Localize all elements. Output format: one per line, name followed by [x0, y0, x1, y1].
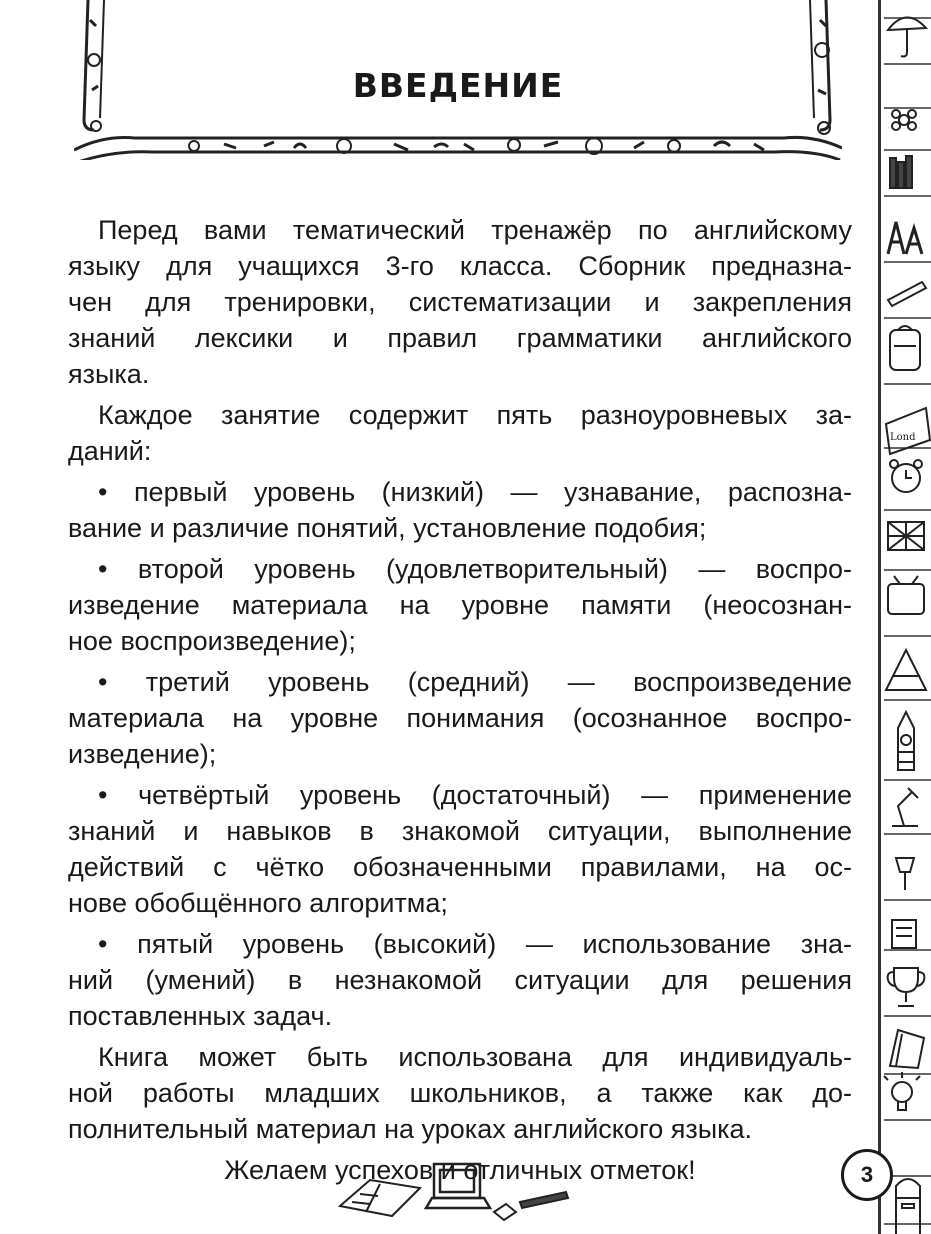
pushpin-icon [896, 858, 914, 890]
big-ben-icon [898, 712, 914, 770]
title-frame [74, 0, 842, 160]
text-line: полнительный материал на уроках английского языка. [68, 1114, 753, 1144]
alarm-clock-icon [890, 460, 922, 492]
text-line: • четвёртый уровень (достаточный) — применение [98, 780, 852, 810]
text-line: ний (умений) в незнакомой ситуации для решения [68, 965, 852, 995]
umbrella-icon [888, 17, 926, 56]
postcard-text: Lond [890, 432, 916, 443]
notebook-icon [340, 1180, 420, 1216]
trophy-icon [888, 968, 925, 1006]
paragraph-intro [68, 212, 852, 392]
list-item-level-2 [68, 551, 852, 659]
text-line: знаний лексики и правил грамматики английского [68, 323, 852, 353]
pyramid-icon [886, 650, 926, 690]
text-line: Перед вами тематический тренажёр по английскому [98, 215, 852, 245]
postcard-icon [886, 408, 930, 454]
text-line: изведение); [68, 739, 217, 769]
text-line: поставленных задач. [68, 1001, 333, 1031]
paragraph-tasks [68, 397, 852, 469]
postbox-icon [896, 1179, 920, 1234]
text-line: • третий уровень (средний) — воспроизведение [98, 667, 852, 697]
text-line: даний: [68, 436, 152, 466]
flag-icon [888, 522, 924, 550]
list-item-level-4 [68, 777, 852, 921]
book-icon [892, 920, 916, 948]
bottom-decoration [336, 1158, 576, 1224]
text-line: материала на уровне понимания (осознанное воспро- [68, 703, 852, 733]
pencil-icon [888, 282, 926, 306]
tv-icon [888, 576, 924, 614]
text-line: изведение материала на уровне памяти (неосознан- [68, 590, 852, 620]
decorative-strip [878, 0, 931, 1234]
text-line: чен для тренировки, систематизации и закрепления [68, 287, 852, 317]
text-line: • первый уровень (низкий) — узнавание, распозна- [98, 477, 852, 507]
laptop-icon [426, 1164, 490, 1208]
pen-icon [520, 1192, 568, 1208]
flower-icon [892, 110, 916, 130]
text-line: • второй уровень (удовлетворительный) — воспро- [98, 554, 852, 584]
eraser-icon [494, 1204, 516, 1220]
text-line: вание и различие понятий, установление подобия; [68, 513, 707, 543]
list-item-level-3 [68, 664, 852, 772]
page-number: 3 [841, 1149, 893, 1201]
text-line: Каждое занятие содержит пять разноуровневых за- [98, 400, 852, 430]
list-item-level-5 [68, 926, 852, 1034]
text-line: знаний и навыков в знакомой ситуации, выполнение [68, 816, 852, 846]
letters-icon [888, 222, 922, 254]
lightbulb-icon [884, 1072, 920, 1110]
text-line: Книга может быть использована для индивидуаль- [98, 1042, 852, 1072]
text-line: действий с чётко обозначенными правилами, на ос- [68, 852, 852, 882]
books-icon [890, 156, 912, 188]
text-line: языку для учащихся 3-го класса. Сборник предназна- [68, 251, 852, 281]
paragraph-usage [68, 1039, 852, 1147]
text-line: языка. [68, 359, 150, 389]
text-line: нове обобщённого алгоритма; [68, 888, 448, 918]
text-line: ное воспроизведение); [68, 626, 356, 656]
desk-lamp-icon [892, 788, 918, 826]
page-title: ВВЕДЕНИЕ [352, 66, 564, 105]
closing-wish: Желаем успехов и отличных отметок! [224, 1155, 696, 1185]
text-line: ной работы младших школьников, а также как до- [68, 1078, 852, 1108]
backpack-icon [890, 326, 920, 370]
window-icon [890, 1030, 924, 1068]
text-line: • пятый уровень (высокий) — использование зна- [98, 929, 852, 959]
introduction-text [68, 212, 852, 1188]
list-item-level-1 [68, 474, 852, 546]
